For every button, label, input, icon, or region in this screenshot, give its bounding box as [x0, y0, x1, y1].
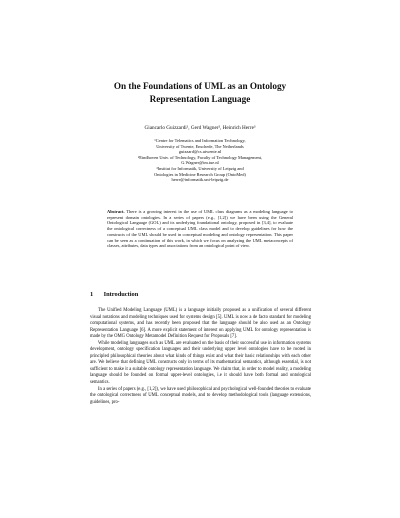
title-line-2: Representation Language: [149, 94, 251, 104]
section-title: Introduction: [103, 291, 139, 298]
abstract: [107, 209, 293, 249]
section-heading: [90, 291, 330, 299]
affiliation-email: G.Wagner@tm.tue.nl: [181, 160, 219, 166]
section-number: 1: [90, 291, 94, 298]
body-text: [90, 308, 311, 406]
affiliation-2: [90, 155, 310, 166]
paragraph: While modeling languages such as UML are evaluated on the basis of their successful use in information systems development, ontology specification languages and their underlying upper level ontologies have to be rooted in principled philosophical theories about what kinds of things exist and what their basic relationships with each other are. We believe that defining UML constructs only in terms of its mathematical semantics, although essential, is not sufficient to make it a suitable ontology representation language. We claim that, in order to model reality, a modeling language should be founded on formal upper-level ontologies, i.e it should have both formal and ontological semantics.: [90, 340, 311, 386]
affiliation-line: University of Twente, Enschede, The Netherlands: [156, 143, 244, 149]
affiliation-email: herre@informatik.uni-leipzig.de: [171, 177, 229, 183]
affiliation-line: ²Eindhoven Univ. of Technology, Faculty of Technology Management,: [137, 154, 263, 160]
paragraph: The Unified Modeling Language (UML) is a language initially proposed as a unification of several different visual notations and modeling techniques used for systems design [5]. UML is now a de facto standard for modeling computational systems, and has recently been proposed that the language should be also used as an Ontology Representation Language [6]. A more explicit statement of interest on applying UML for ontology representation is made by the OMG Ontology Metamodel Definition Request for Proposals [7].: [90, 308, 311, 340]
abstract-label: Abstract.: [107, 209, 125, 214]
affiliation-1: [90, 138, 310, 155]
affiliation-line: ¹Centre for Telematics and Information Technology,: [154, 138, 246, 143]
author-list: Giancarlo Guizzardi¹, Gerd Wagner², Heinrich Herre³: [144, 125, 256, 131]
title-line-1: On the Foundations of UML as an Ontology: [113, 81, 287, 91]
affiliations: [90, 138, 310, 183]
affiliation-line: Ontologies in Medicine Research Group (OntoMed): [154, 171, 246, 177]
affiliation-line: ³Institut for Informatik, University of Leipzig and: [156, 165, 244, 171]
affiliation-email: guizzard@cs.utwente.nl: [178, 149, 222, 155]
paper-title: [60, 80, 340, 106]
paragraph: In a series of papers (e.g., [1,2]), we have used philosophical and psychological well-founded theories to evaluate the ontological correctness of UML conceptual models, and to develop methodological tools (language extensions, guidelines, pro-: [90, 386, 311, 405]
affiliation-3: [90, 166, 310, 183]
abstract-text: There is a growing interest in the use of UML class diagrams as a modeling language to represent domain ontologies. In a series of papers (e.g., [1,2]) we have been using the General Ontological Language (GOL) and its underlying foundational ontology, proposed in [3,4], to evaluate the ontological correctness of a conceptual UML class model and to develop guidelines for how the constructs of the UML should be used in conceptual modeling and ontology representation. This paper can be seen as a continuation of this work, in which we focus on analyzing the UML metaconcepts of classes, attributes, data types and associations from an ontological point of view.: [107, 209, 293, 249]
